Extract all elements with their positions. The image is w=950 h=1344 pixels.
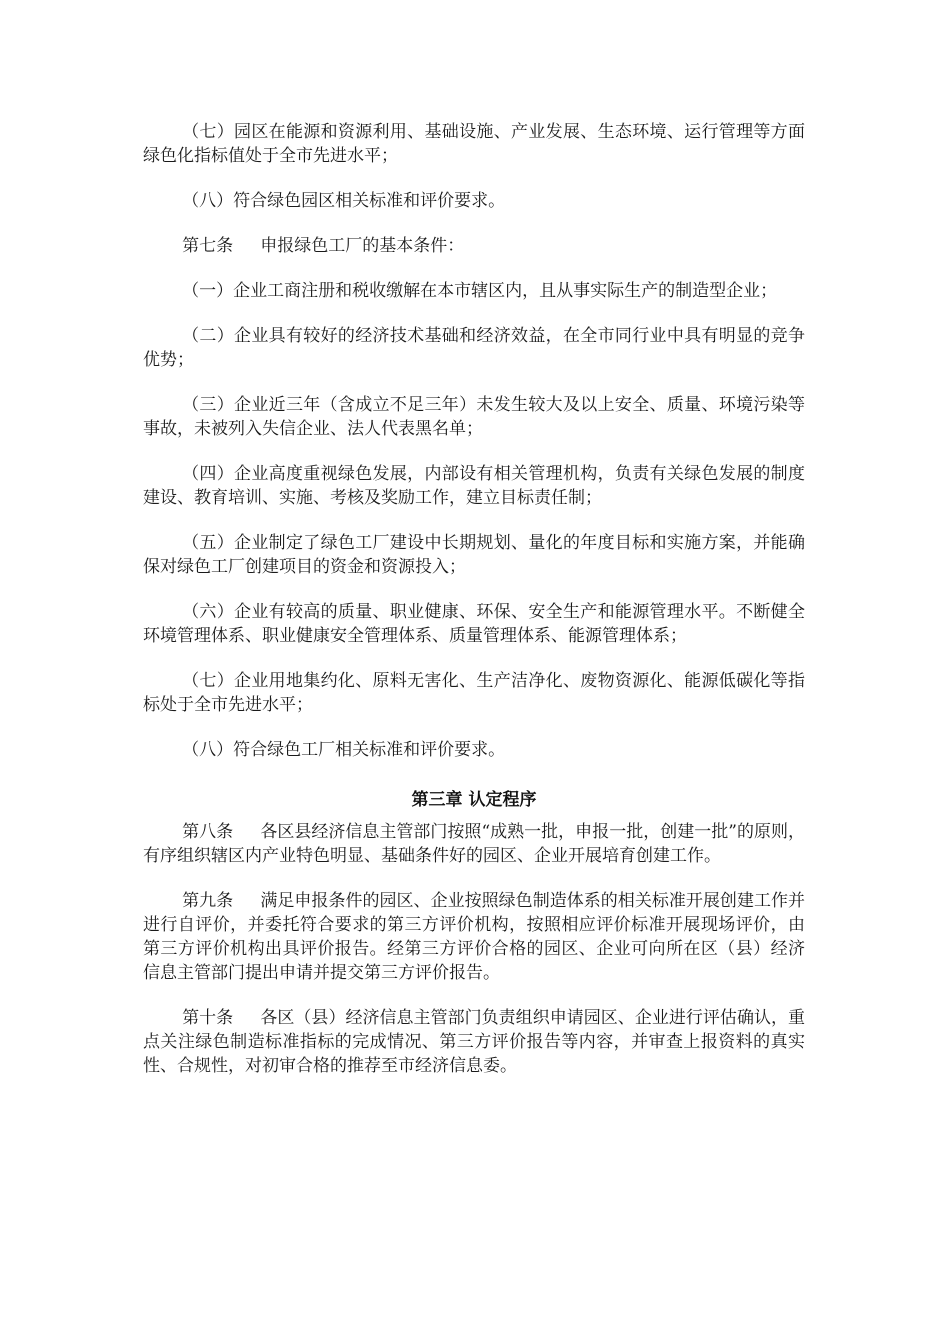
article-7-text: 申报绿色工厂的基本条件： [260, 236, 465, 256]
factory-criterion-5: （五）企业制定了绿色工厂建设中长期规划、量化的年度目标和实施方案，并能确保对绿色工厂创建项目的资金和资源投入； [143, 533, 805, 577]
factory-criterion-8: （八）符合绿色工厂相关标准和评价要求。 [182, 740, 506, 760]
factory-criterion-6: （六）企业有较高的质量、职业健康、环保、安全生产和能源管理水平。不断健全环境管理体系、职业健康安全管理体系、质量管理体系、能源管理体系； [143, 602, 805, 646]
article-9-text: 满足申报条件的园区、企业按照绿色制造体系的相关标准开展创建工作并进行自评价，并委托符合要求的第三方评价机构，按照相应评价标准开展现场评价，由第三方评价机构出具评价报告。经第三方评价合格的园区、企业可向所在区（县）经济信息主管部门提出申请并提交第三方评价报告。 [143, 891, 805, 983]
document-page [143, 120, 805, 1099]
article-10-text: 各区（县）经济信息主管部门负责组织申请园区、企业进行评估确认，重点关注绿色制造标准指标的完成情况、第三方评价报告等内容，并审查上报资料的真实性、合规性，对初审合格的推荐至市经济信息委。 [143, 1008, 805, 1076]
article-7-number: 第七条 [182, 236, 234, 256]
factory-criterion-7: （七）企业用地集约化、原料无害化、生产洁净化、废物资源化、能源低碳化等指标处于全市先进水平； [143, 671, 805, 715]
article-8 [143, 820, 805, 868]
article-10-number: 第十条 [182, 1008, 234, 1028]
article-7 [143, 234, 805, 258]
article-9-number: 第九条 [182, 891, 234, 911]
article-8-text: 各区县经济信息主管部门按照“成熟一批，申报一批，创建一批”的原则，有序组织辖区内产业特色明显、基础条件好的园区、企业开展培育创建工作。 [143, 822, 805, 866]
chapter-3-heading: 第三章 认定程序 [411, 790, 537, 810]
factory-criterion-1: （一）企业工商注册和税收缴解在本市辖区内，且从事实际生产的制造型企业； [182, 281, 778, 301]
park-criterion-7: （七）园区在能源和资源利用、基础设施、产业发展、生态环境、运行管理等方面绿色化指标值处于全市先进水平； [143, 122, 805, 166]
article-9 [143, 889, 805, 985]
park-criterion-8: （八）符合绿色园区相关标准和评价要求。 [182, 191, 506, 211]
article-10 [143, 1006, 805, 1078]
factory-criterion-2: （二）企业具有较好的经济技术基础和经济效益，在全市同行业中具有明显的竞争优势； [143, 326, 805, 370]
factory-criterion-3: （三）企业近三年（含成立不足三年）未发生较大及以上安全、质量、环境污染等事故，未被列入失信企业、法人代表黑名单； [143, 395, 805, 439]
article-8-number: 第八条 [182, 822, 234, 842]
factory-criterion-4: （四）企业高度重视绿色发展，内部设有相关管理机构，负责有关绿色发展的制度建设、教育培训、实施、考核及奖励工作，建立目标责任制； [143, 464, 805, 508]
